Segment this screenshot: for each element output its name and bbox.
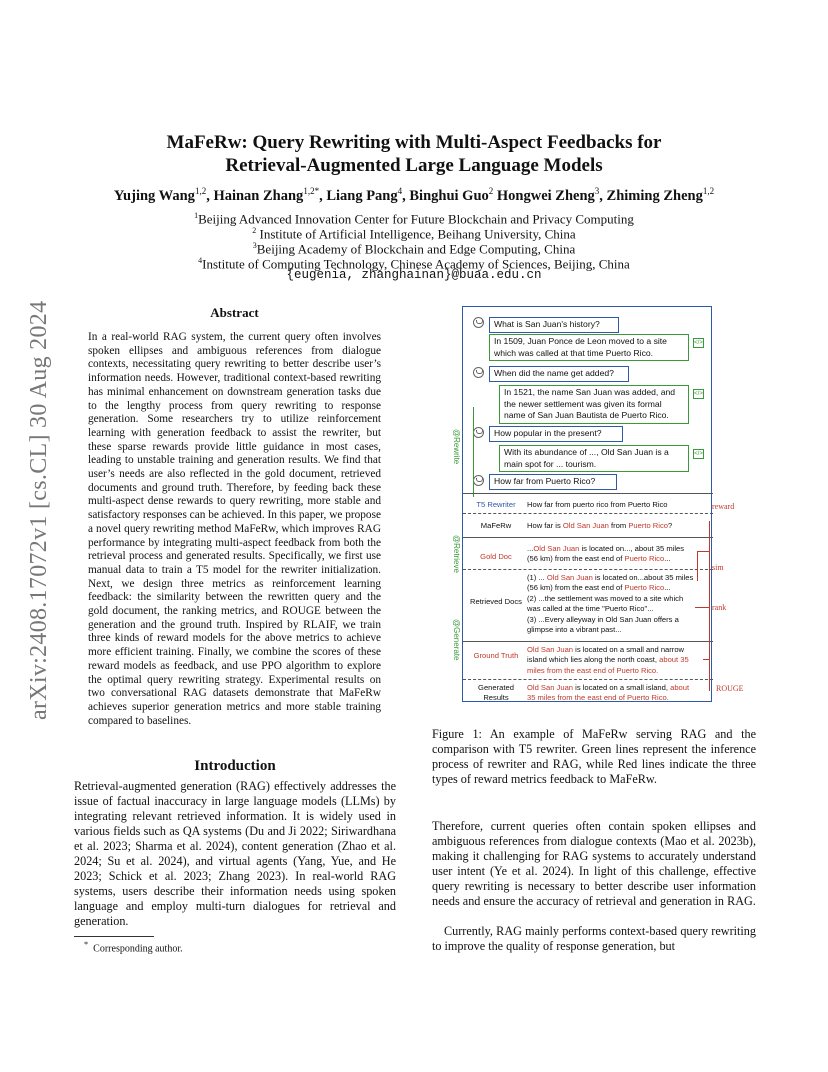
affiliation-2: $^2$ Institute of Artificial Intelligence, Beihang University, China [252, 226, 576, 242]
author-affil-sup: 4 [397, 186, 403, 196]
email-address[interactable]: {eugenia, zhanghainan}@buaa.edu.cn [286, 268, 542, 282]
affiliation-3: $^3$Beijing Academy of Blockchain and Edge Computing, China [252, 241, 576, 257]
gold-doc-label: Gold Doc [480, 552, 512, 561]
retrieved-docs-text [527, 573, 697, 635]
author-list: Yujing Wang$^{1,2}$, Hainan Zhang$^{1,2*}$, Liang Pang$^4$, Binghui Guo$^2$ Hongwei Zheng$^3$, Zhiming Zheng$^{1,2}$ [113, 186, 715, 204]
figure-1 [452, 306, 712, 703]
user-query-bubble: How far from Puerto Rico? [489, 474, 617, 490]
retrieved-doc-1: (1) ... Old San Juan is located on...about 35 miles (56 km) from the east end of Puerto Rico... [527, 573, 694, 593]
user-icon [473, 317, 484, 328]
author-affil-sup: 1,2* [303, 186, 320, 196]
introduction-paragraph: Retrieval-augmented generation (RAG) effectively addresses the issue of factual inaccuracy in large language models (LLMs) by integrating relevant retrieved information. It is widely used in various fields such as QA systems (Du and Ji 2022; Siriwardhana et al. 2023; Sharma et al. 2024), content generation (Zhao et al. 2024; Su et al. 2024), and virtual agents (Yang, Yue, and He 2023; Schick et al. 2023; Zhang 2023). In real-world RAG systems, users describe their information needs using spoken language and employ multi-turn dialogues for retrieval and generation. [74, 779, 396, 928]
user-query-bubble: How popular in the present? [489, 426, 623, 442]
maferw-output: How far is Old San Juan from Puerto Rico? [527, 521, 673, 530]
rank-feedback-line [695, 607, 709, 608]
generated-results-text: Old San Juan is located on a small island, about 35 miles from the east end of Puerto Rico. [527, 683, 690, 703]
author-affil-sup: 3 [594, 186, 600, 196]
maferw-label: MaFeRw [480, 521, 512, 530]
bot-answer-bubble: In 1521, the name San Juan was added, and the newer settlement was given its formal name of San Juan Bautista de Puerto Rico. [499, 385, 689, 424]
bot-answer-bubble: With its abundance of ..., Old San Juan is a main spot for ... tourism. [499, 445, 689, 472]
user-query-bubble: When did the name get added? [489, 366, 629, 382]
generated-results-label: Generated Results [478, 683, 514, 702]
table-divider [463, 569, 713, 570]
paper-title-line-1: MaFeRw: Query Rewriting with Multi-Aspect Feedbacks for [166, 132, 662, 153]
author-name: Yujing Wang [113, 187, 195, 204]
retrieved-doc-3: (3) ...Every alleyway in Old San Juan offers a glimpse into a vibrant past... [527, 614, 679, 635]
footnote-rule [74, 936, 154, 937]
user-icon [473, 475, 484, 486]
author-name: Hongwei Zheng [496, 187, 595, 204]
user-query-bubble: What is San Juan's history? [489, 317, 619, 333]
generate-label: @Generate [452, 619, 461, 661]
footnote: * Corresponding author. [84, 940, 183, 955]
author-name: Hainan Zhang [213, 187, 304, 204]
retrieve-label: @Retrieve [452, 535, 461, 573]
code-icon: </> [694, 451, 703, 457]
author-name: Binghui Guo [409, 187, 489, 204]
sim-label: sim [712, 563, 724, 572]
user-icon [473, 427, 484, 438]
author-name: Zhiming Zheng [606, 187, 703, 204]
table-divider [463, 513, 713, 514]
author-name: Liang Pang [326, 187, 398, 204]
user-icon [473, 367, 484, 378]
introduction-heading: Introduction [194, 758, 276, 774]
rouge-label: ROUGE [716, 684, 744, 693]
right-column-paragraph-2: Currently, RAG mainly performs context-based query rewriting to improve the quality of response generation, but [432, 924, 756, 953]
table-divider [463, 493, 713, 494]
abstract-text: In a real-world RAG system, the current query often involves spoken ellipses and ambiguous references from dialogue contexts, necessitating query rewriting to better describe user’s information needs. However, traditional context-based rewriting has minimal enhancement on downstream generation tasks due to the lengthy process from query rewriting to response generation. Some researchers try to utilize reinforcement learning with generation feedback to assist the rewriter, but these sparse rewards provide little guidance in most cases, leading to unstable training and generation results. We find that user’s needs are also reflected in the gold document, retrieved documents and ground truth. Therefore, by feeding back these multi-aspect dense rewards to query rewriting, more stable and satisfactory responses can be achieved. In this paper, we propose a novel query rewriting method MaFeRw, which improves RAG performance by integrating multi-aspect feedback from both the retrieval process and generated results. Specifically, we first use manual data to train a T5 model for the rewriter initialization. Next, we design three metrics as reinforcement learning feedback: the similarity between the rewritten query and the gold document, the ranking metrics, and ROUGE between the generation and the ground truth. Inspired by RLAIF, we train three kinds of reward models for the above metrics to achieve more efficient training. Finally, we combine the scores of these reward models as feedback, and use PPO algorithm to explore the optimal query rewriting strategy. Experimental results on two conversational RAG datasets demonstrate that MaFeRw achieves superior generation metrics and more stable training compared to baselines. [88, 331, 381, 727]
abstract-heading: Abstract [210, 305, 259, 320]
bot-answer-bubble: In 1509, Juan Ponce de Leon moved to a site which was called at that time Puerto Rico. [489, 334, 689, 361]
ground-truth-text: Old San Juan is located on a small and narrow island which lies along the north coast, about 35 miles from the east end of Puerto Rico. [527, 645, 689, 675]
code-icon: </> [694, 340, 703, 346]
arxiv-identifier[interactable]: arXiv:2408.17072v1 [cs.CL] 30 Aug 2024 [26, 300, 52, 720]
ground-truth-label: Ground Truth [473, 651, 519, 660]
reward-feedback-line [709, 521, 710, 691]
author-affil-sup: 1,2 [194, 186, 207, 196]
table-divider [463, 537, 713, 538]
code-icon: </> [694, 391, 703, 397]
rewrite-flow-line [473, 407, 474, 497]
rewrite-label: @Rewrite [452, 429, 461, 465]
sim-feedback-line [697, 551, 709, 552]
author-affil-sup: 1,2 [702, 186, 715, 196]
retrieved-docs-label: Retrieved Docs [470, 597, 522, 606]
right-column-paragraph-1: Therefore, current queries often contain spoken ellipses and ambiguous references from dialogue contexts (Mao et al. 2023b), making it challenging for RAG systems to accurately understand user intent (Ye et al. 2024). In light of this challenge, effective query rewriting is necessary to better describe user information needs and ensure the accuracy of retrieval and generation in RAG. [432, 819, 756, 908]
t5-rewriter-output: How far from puerto rico from Puerto Rico [527, 500, 668, 509]
paper-title-line-2: Retrieval-Augmented Large Language Models [225, 155, 603, 176]
t5-rewriter-label: T5 Rewriter [476, 500, 516, 509]
rouge-feedback-line [703, 659, 709, 660]
table-divider [463, 679, 713, 680]
table-divider [463, 641, 713, 642]
figure-caption: Figure 1: An example of MaFeRw serving RAG and the comparison with T5 rewriter. Green lines represent the inference process of rewriter and RAG, while Red lines indicate the three types of reward metrics feedback to MaFeRw. [432, 727, 756, 786]
author-affil-sup: 2 [488, 186, 494, 196]
gold-doc-text: ...Old San Juan is located on..., about 35 miles (56 km) from the east end of Puerto Rico... [527, 544, 685, 564]
affiliation-1: $^1$Beijing Advanced Innovation Center for Future Blockchain and Privacy Computing [194, 211, 634, 227]
sim-feedback-line [697, 551, 698, 581]
rank-label: rank [712, 603, 727, 612]
reward-label: reward [712, 502, 735, 511]
retrieved-doc-2: (2) ...the settlement was moved to a site which was called at the time "Puerto Rico"... [527, 593, 684, 614]
affiliation-4: $^4$Institute of Computing Technology, Chinese Academy of Sciences, Beijing, China [198, 256, 630, 272]
